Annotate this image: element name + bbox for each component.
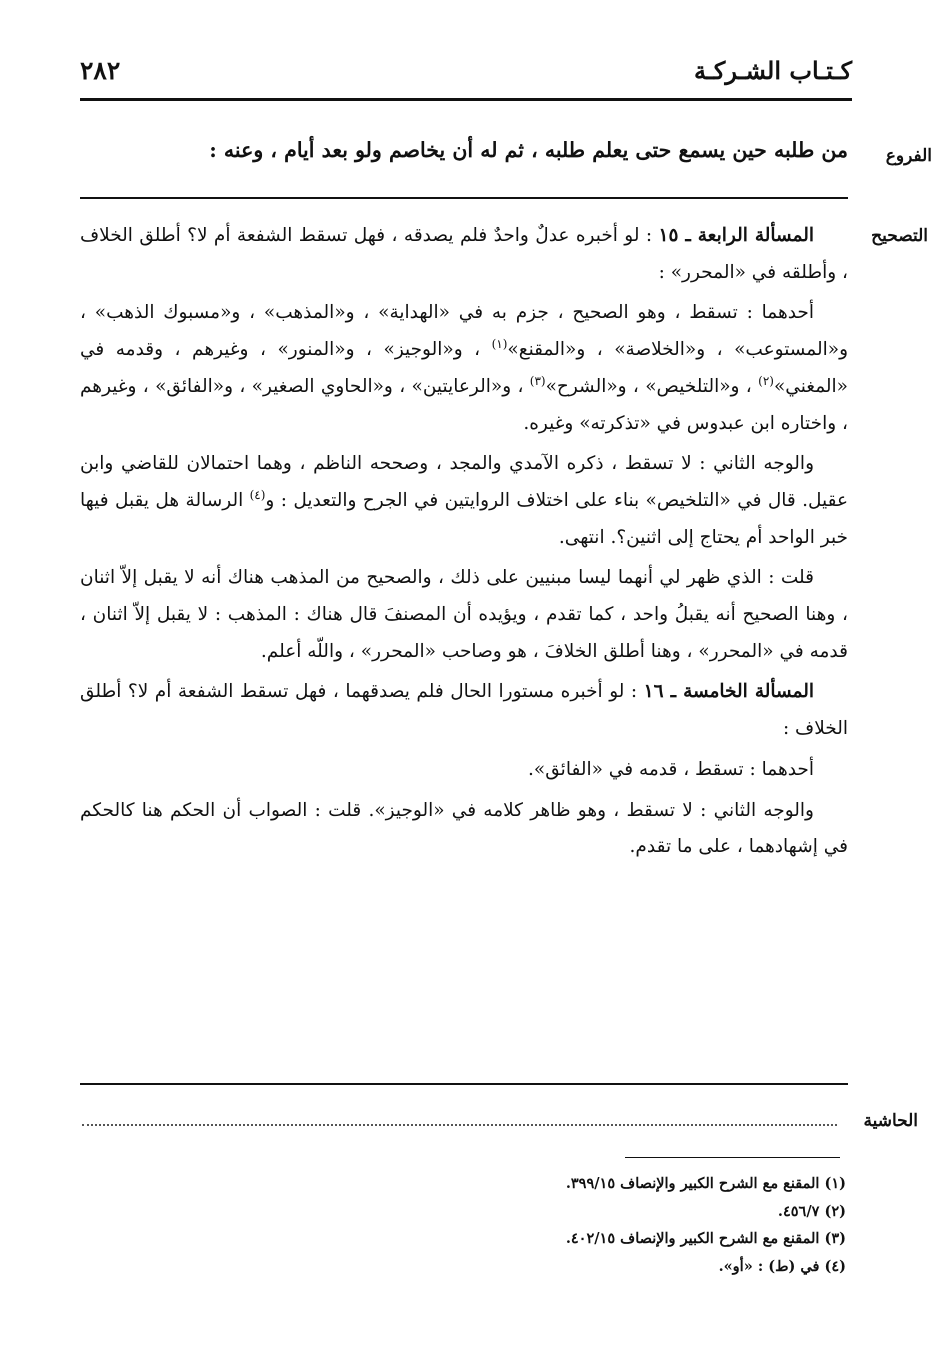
furu-text: من طلبه حين يسمع حتى يعلم طلبه ، ثم له أن يخاصم ولو بعد أيام ، وعنه : <box>209 138 848 162</box>
paragraph-text: أحدهما : تسقط ، وهو الصحيح ، جزم به في «الهداية» ، و«المذهب» ، و«مسبوك الذهب» ، و«المستوعب» ، و«الخلاصة» ، و«المقنع» <box>80 302 848 361</box>
paragraph-text: والوجه الثاني : لا تسقط ، وهو ظاهر كلامه في «الوجيز». قلت : الصواب أن الحكم هنا كالحكم في إشهادهما ، على ما تقدم. <box>80 799 848 858</box>
paragraph-first-view-16 <box>80 752 848 789</box>
footnote-ref[interactable]: (٣) <box>529 373 546 388</box>
masala-heading: المسألة الخامسة ـ ١٦ <box>643 681 814 703</box>
paragraph-second-view <box>80 446 848 556</box>
paragraph-qultu <box>80 560 848 670</box>
masala-heading: المسألة الرابعة ـ ١٥ <box>658 225 814 246</box>
paragraph-masala-16 <box>80 674 848 747</box>
paragraph-second-view-16 <box>80 793 848 866</box>
footnotes <box>80 1170 846 1280</box>
footnote-ref[interactable]: (١) <box>491 336 508 351</box>
footnote-2: (٢) ٤٥٦/٧. <box>777 1202 846 1220</box>
footnote-rule <box>625 1157 840 1158</box>
hashiya-label: الحاشية <box>863 1111 918 1131</box>
furu-label: الفروع <box>885 146 932 166</box>
footnote-1: (١) المقنع مع الشرح الكبير والإنصاف ٣٩٩/١٥. <box>565 1175 846 1192</box>
paragraph-text: : لو أخبره مستورا الحال فلم يصدقهما ، فهل تسقط الشفعة أم لا؟ أطلق الخلاف : <box>80 681 848 740</box>
paragraph-text: قلت : الذي ظهر لي أنهما ليسا مبنيين على ذلك ، والصحيح من المذهب هناك أنه لا يقبل إلاّ اثنان ، وهنا الصحيح أنه يقبلُ واحد ، كما تقدم ، ويؤيده أن المصنفَ قال هناك : المذهب : لا يقبل إلاّ اثنان ، قدمه في «المحرر» ، وهنا أطلق الخلافَ ، هو وصاحب «المحرر» ، واللّه أعلم. <box>80 567 848 662</box>
paragraph-text: والوجه الثاني : لا تسقط ، ذكره الآمدي والمجد ، وصححه الناظم ، وهما احتمالان للقاضي وابن عقيل. قال في «التلخيص» بناء على اختلاف الروايتين في الجرح والتعديل : و <box>80 453 848 511</box>
paragraph-first-view <box>80 295 848 442</box>
paragraph-text: ، و«التلخيص» ، و«الشرح» <box>545 375 759 397</box>
paragraph-masala-15 <box>80 218 848 291</box>
footnote-ref[interactable]: (٢) <box>758 373 774 388</box>
tashih-body <box>80 218 848 870</box>
book-title: كـتـاب الشـركـة <box>694 56 852 85</box>
tashih-rule <box>80 1083 848 1085</box>
running-header <box>80 56 852 96</box>
tashih-label: التصحيح <box>871 226 928 246</box>
footnote-4: (٤) في (ط) : «أو». <box>718 1257 846 1275</box>
page-number: ٢٨٢ <box>80 56 121 85</box>
paragraph-text: أحدهما : تسقط ، قدمه في «الفائق». <box>528 758 814 780</box>
header-rule <box>80 98 852 101</box>
footnote-ref[interactable]: (٤) <box>249 487 266 502</box>
paragraph-text: الرسالة هل يقبل فيها خبر الواحد أم يحتاج إلى اثنين؟. انتهى. <box>80 489 848 548</box>
hashiya-dotted-line <box>82 1124 837 1126</box>
footnote-3: (٣) المقنع مع الشرح الكبير والإنصاف ٤٠٢/١٥. <box>565 1230 846 1247</box>
paragraph-text: ، و«الوجيز» ، و«المنور» ، وغيرهم ، وقدمه في «المغني» <box>80 339 848 397</box>
furu-rule <box>80 197 848 199</box>
paragraph-text: : لو أخبره عدلٌ واحدٌ فلم يصدقه ، فهل تسقط الشفعة أم لا؟ أطلق الخلاف ، وأطلقه في «المحرر» : <box>80 225 848 283</box>
paragraph-text: ، و«الرعايتين» ، و«الحاوي الصغير» ، و«الفائق» ، وغيرهم ، واختاره ابن عبدوس في «تذكرته» وغيره. <box>80 375 848 434</box>
